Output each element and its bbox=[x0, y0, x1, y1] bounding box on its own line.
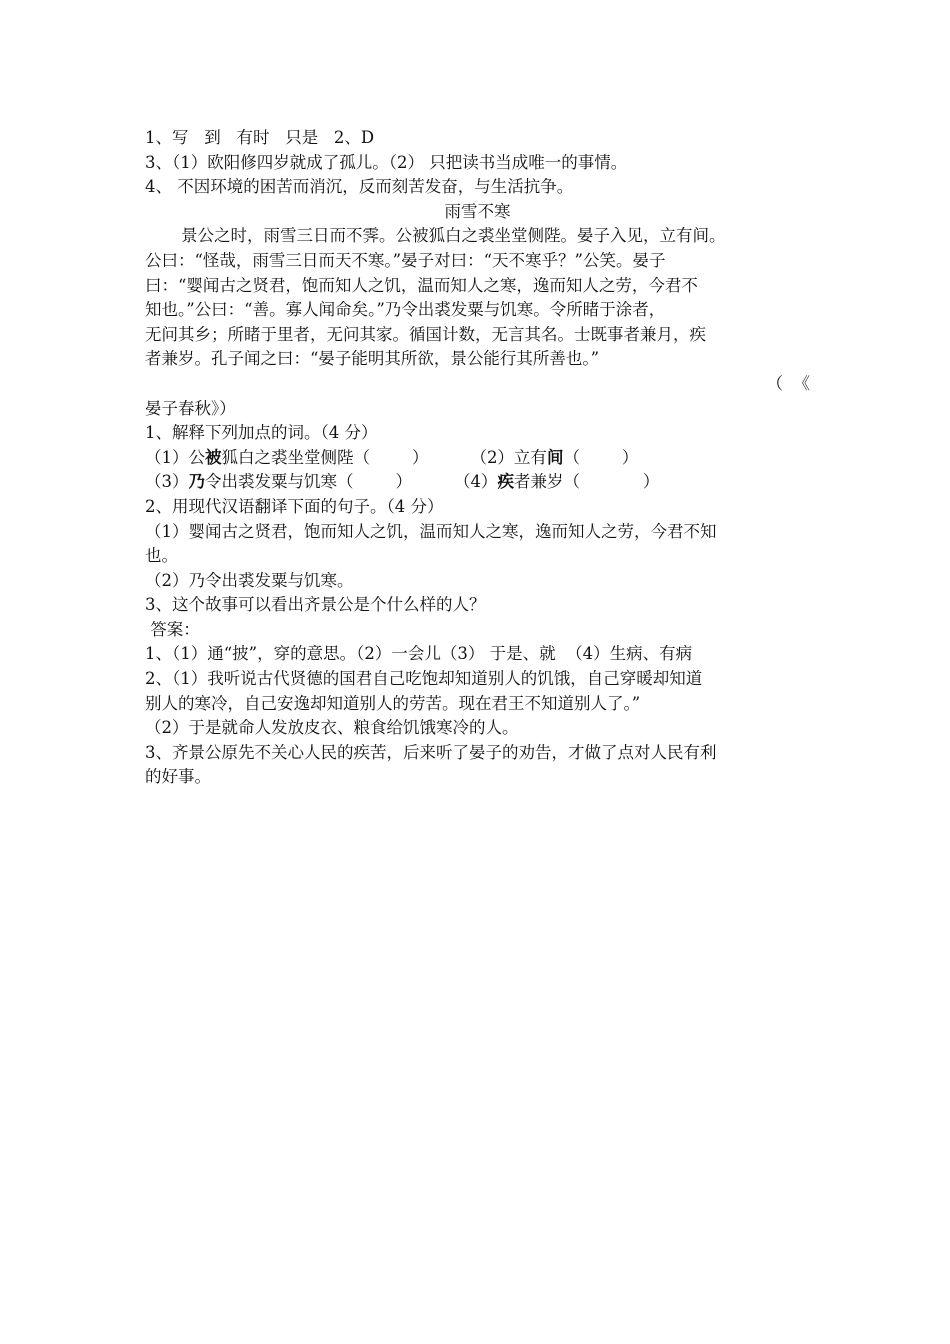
question-2-sentence: （2）乃令出裘发粟与饥寒。 bbox=[145, 570, 354, 590]
dotted-word: 被 bbox=[205, 447, 222, 467]
item-text: 狐白之裘坐堂侧陛（ ） bbox=[221, 447, 429, 467]
passage-source-open: （ 《 bbox=[766, 373, 810, 393]
dotted-word: 疾 bbox=[497, 472, 514, 492]
question-1-prompt: 1、解释下列加点的词。（4 分） bbox=[145, 423, 378, 443]
question-2-sentence: 也。 bbox=[145, 546, 178, 566]
answer-line: 2、（1）我听说古代贤德的国君自己吃饱却知道别人的饥饿，自己穿暖却知道 bbox=[145, 669, 703, 689]
answer-line: （2）于是就命人发放皮衣、粮食给饥饿寒冷的人。 bbox=[145, 718, 519, 738]
question-1-items-a bbox=[145, 446, 810, 471]
dotted-word: 间 bbox=[546, 447, 564, 467]
answer-label: 答案： bbox=[145, 619, 200, 639]
prev-answer-line: 3、（1）欧阳修四岁就成了孤儿。（2） 只把读书当成唯一的事情。 bbox=[145, 152, 628, 172]
question-1-items-b bbox=[145, 470, 810, 495]
question-2-prompt: 2、用现代汉语翻译下面的句子。（4 分） bbox=[145, 496, 444, 516]
document-body bbox=[145, 126, 810, 790]
passage-line: 者兼岁。孔子闻之曰：“晏子能明其所欲，景公能行其所善也。” bbox=[145, 349, 600, 369]
item-text: （4） bbox=[453, 472, 498, 492]
passage-line: 曰：“婴闻古之贤君，饱而知人之饥，温而知人之寒，逸而知人之劳，今君不 bbox=[145, 275, 698, 295]
passage-source: 晏子春秋》） bbox=[145, 398, 236, 418]
passage-line: 无问其乡；所睹于里者，无问其家。循国计数，无言其名。士既事者兼月，疾 bbox=[145, 324, 706, 344]
answer-line: 3、齐景公原先不关心人民的疾苦，后来听了晏子的劝告，才做了点对人民有利 bbox=[145, 742, 717, 762]
answer-line: 1、（1）通“披”，穿的意思。（2）一会儿（3） 于是、就 （4）生病、有病 bbox=[145, 644, 693, 664]
item-text: 令出裘发粟与饥寒（ ） bbox=[205, 472, 412, 492]
question-2-sentence: （1）婴闻古之贤君，饱而知人之饥，温而知人之寒，逸而知人之劳，今君不知 bbox=[145, 521, 717, 541]
answer-line: 的好事。 bbox=[145, 767, 211, 787]
passage-line: 景公之时，雨雪三日而不霁。公被狐白之裘坐堂侧陛。晏子入见，立有间。 bbox=[181, 226, 726, 246]
passage-title: 雨雪不寒 bbox=[444, 201, 511, 221]
item-text: （ ） bbox=[563, 447, 639, 467]
dotted-word: 乃 bbox=[188, 472, 205, 492]
item-text: 者兼岁（ ） bbox=[513, 472, 660, 492]
item-text: （2）立有 bbox=[470, 447, 547, 467]
passage-line: 公曰：“怪哉，雨雪三日而天不寒。”晏子对曰：“天不寒乎？”公笑。晏子 bbox=[145, 250, 666, 270]
item-text: （3） bbox=[145, 472, 189, 492]
prev-answer-line: 1、写 到 有时 只是 2、D bbox=[145, 128, 375, 147]
item-text: （1）公 bbox=[145, 447, 205, 467]
prev-answer-line: 4、 不因环境的困苦而消沉，反而刻苦发奋，与生活抗争。 bbox=[145, 177, 574, 197]
question-3-prompt: 3、这个故事可以看出齐景公是个什么样的人？ bbox=[145, 595, 486, 615]
passage-line: 知也。”公曰：“善。寡人闻命矣。”乃令出裘发粟与饥寒。令所睹于涂者， bbox=[145, 300, 666, 320]
answer-line: 别人的寒冷，自己安逸却知道别人的劳苦。现在君王不知道别人了。” bbox=[145, 693, 641, 713]
